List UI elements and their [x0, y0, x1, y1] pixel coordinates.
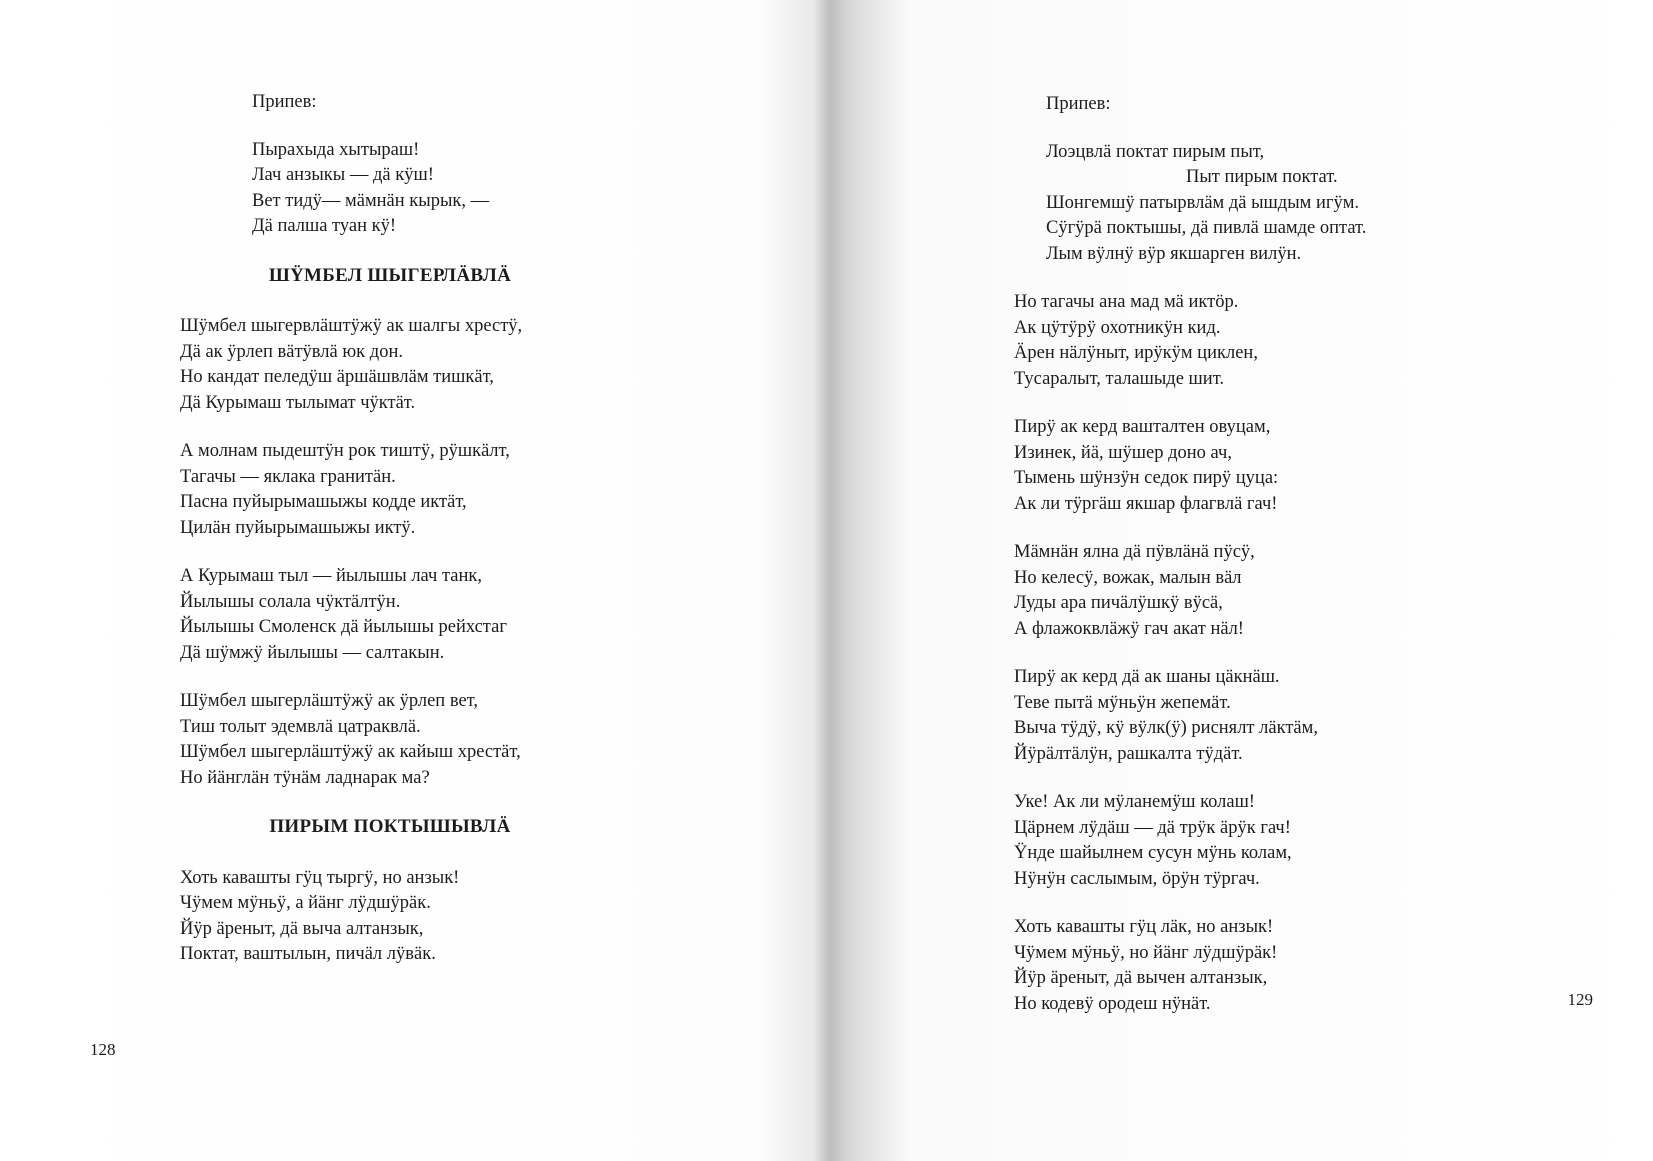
verse-line: Дä ак ÿрлеп вäтÿвлä юк дон. — [180, 341, 403, 362]
verse-line: Но йäнглäн тÿнäм ладнарак ма? — [180, 767, 430, 788]
verse-line: Ÿнде шайылнем сусун мÿнь колам, — [1014, 843, 1292, 863]
verse-line: Пасна пуйырымашыжы кодде иктäт, — [180, 492, 467, 512]
verse-line: Тагачы — яклака гранитäн. — [180, 466, 396, 487]
stanza — [180, 439, 740, 541]
verse-line: Шÿмбел шыгервлäштÿжÿ ак шалгы хрестÿ, — [180, 316, 523, 336]
left-page — [0, 0, 826, 1161]
verse-line: Выча тÿдÿ, кÿ вÿлк(ÿ) риснялт лäктäм, — [1014, 718, 1318, 738]
verse-line: Äрен нäлÿныт, ирÿкÿм циклен, — [1014, 343, 1258, 363]
verse-line: Йÿрäлтäлÿн, рашкалта тÿдäт. — [1014, 743, 1243, 764]
verse-line: Лач анзыкы — дä кÿш! — [252, 165, 434, 185]
poem-title: ШŸМБЕЛ ШЫГЕРЛÄВЛÄ — [268, 264, 512, 286]
right-page-text — [1014, 92, 1574, 1040]
verse-line: Тусаралыт, талашыде шит. — [1014, 368, 1225, 389]
verse-line: Поктат, ваштылын, пичäл лÿвäк. — [180, 944, 436, 964]
verse-line: Цилäн пуйырымашыжы иктÿ. — [180, 517, 416, 538]
poem-title: ПИРЫМ ПОКТЫШЫВЛÄ — [269, 816, 511, 837]
verse-line: Чÿмем мÿньÿ, но йäнг лÿдшÿрäк! — [1014, 942, 1278, 963]
refrain-stanza — [180, 138, 740, 240]
refrain-label: Припев: — [1046, 94, 1111, 114]
refrain-label: Припев: — [252, 92, 317, 112]
stanza — [1014, 290, 1574, 392]
stanza — [180, 689, 740, 791]
stanza — [1014, 915, 1574, 1017]
verse-line: Лым вÿлнÿ вÿр якшарген вилÿн. — [1046, 243, 1302, 264]
verse-line: Но тагачы ана мад мä иктöр. — [1014, 292, 1239, 312]
verse-line: Ак ли тÿргäш якшар флагвлä гач! — [1014, 493, 1278, 514]
verse-line: А молнам пыдештÿн рок тиштÿ, рÿшкäлт, — [180, 441, 510, 461]
left-page-text — [180, 90, 740, 991]
verse-line: Изинек, йä, шÿшер доно ач, — [1014, 442, 1232, 463]
verse-line: Йÿр äреныт, дä вычен алтанзык, — [1014, 968, 1268, 988]
verse-line: Теве пытä мÿньÿн жепемäт. — [1014, 692, 1231, 713]
verse-line: Нÿнÿн саслымым, öрÿн тÿргач. — [1014, 868, 1260, 889]
verse-line: Дä палша туан кÿ! — [252, 216, 397, 236]
verse-line: Дä шÿмжÿ йылышы — салтакын. — [180, 642, 445, 663]
verse-line: Чÿмем мÿньÿ, а йäнг лÿдшÿрäк. — [180, 893, 431, 913]
verse-line: А флажоквлäжÿ гач акат нäл! — [1014, 618, 1244, 639]
verse-line: Пирÿ ак керд ваштaлтен овуцам, — [1014, 417, 1271, 437]
verse-line: Сÿгÿрä поктышы, дä пивлä шамде оптат. — [1046, 218, 1367, 238]
verse-line: Дä Курымаш тылымат чÿктäт. — [180, 392, 416, 413]
page-number-right: 129 — [1567, 990, 1593, 1009]
verse-line: Пырахыда хытыраш! — [252, 139, 420, 160]
stanza — [1014, 790, 1574, 892]
verse-line: А Курымаш тыл — йылышы лач танк, — [180, 566, 482, 586]
verse-line: Йылышы солала чÿктäлтÿн. — [180, 591, 401, 612]
stanza — [180, 564, 740, 666]
verse-line: Йылышы Смоленск дä йылышы рейхстаг — [180, 617, 507, 637]
stanza — [1014, 665, 1574, 767]
verse-line: Ак цÿтÿрÿ охотникÿн кид. — [1014, 317, 1221, 338]
verse-line: Шÿмбел шыгерлäштÿжÿ ак ÿрлеп вет, — [180, 691, 478, 711]
verse-line: Но келесÿ, вожак, малын вäл — [1014, 567, 1242, 588]
verse-line: Хоть кавашты гÿц тыргÿ, но анзык! — [180, 867, 460, 888]
verse-line: Но кандат пеледÿш äршäшвлäм тишкäт, — [180, 367, 494, 387]
stanza — [1014, 140, 1574, 268]
verse-line: Йÿр äреныт, дä выча алтанзык, — [180, 918, 424, 939]
verse-line: Тиш толыт эдемвлä цатраквлä. — [180, 716, 421, 737]
verse-line: Лоэцвлä поктат пирым пыт, — [1046, 141, 1265, 162]
verse-line: Хоть кавашты гÿц лäк, но анзык! — [1014, 917, 1274, 937]
stanza — [180, 314, 740, 416]
stanza — [1014, 415, 1574, 517]
page-number-left: 128 — [90, 1040, 116, 1059]
verse-line: Мäмнäн ялна дä пÿвлäнä пÿсÿ, — [1014, 542, 1255, 562]
verse-line: Шÿмбел шыгерлäштÿжÿ ак кайыш хрестäт, — [180, 742, 521, 762]
verse-line: Шонгемшÿ патырвлäм дä ышдым игÿм. — [1046, 192, 1360, 213]
stanza — [180, 866, 740, 968]
verse-line: Пыт пирым поктат. — [1186, 167, 1338, 187]
verse-line: Пирÿ ак керд дä ак шаны цäкнäш. — [1014, 667, 1280, 687]
verse-line: Вет тидÿ— мäмнäн кырык, — — [252, 190, 490, 211]
verse-line: Луды ара пичäлÿшкÿ вÿсä, — [1014, 593, 1223, 613]
right-page — [826, 0, 1653, 1161]
verse-line: Тымень шÿнзÿн седок пирÿ цуца: — [1014, 468, 1279, 488]
verse-line: Но кодевÿ ородеш нÿнäт. — [1014, 993, 1211, 1014]
verse-line: Уке! Ак ли мÿланемÿш колаш! — [1014, 792, 1255, 812]
verse-line: Цäрнем лÿдäш — дä трÿк äрÿк гач! — [1014, 817, 1291, 838]
stanza — [1014, 540, 1574, 642]
